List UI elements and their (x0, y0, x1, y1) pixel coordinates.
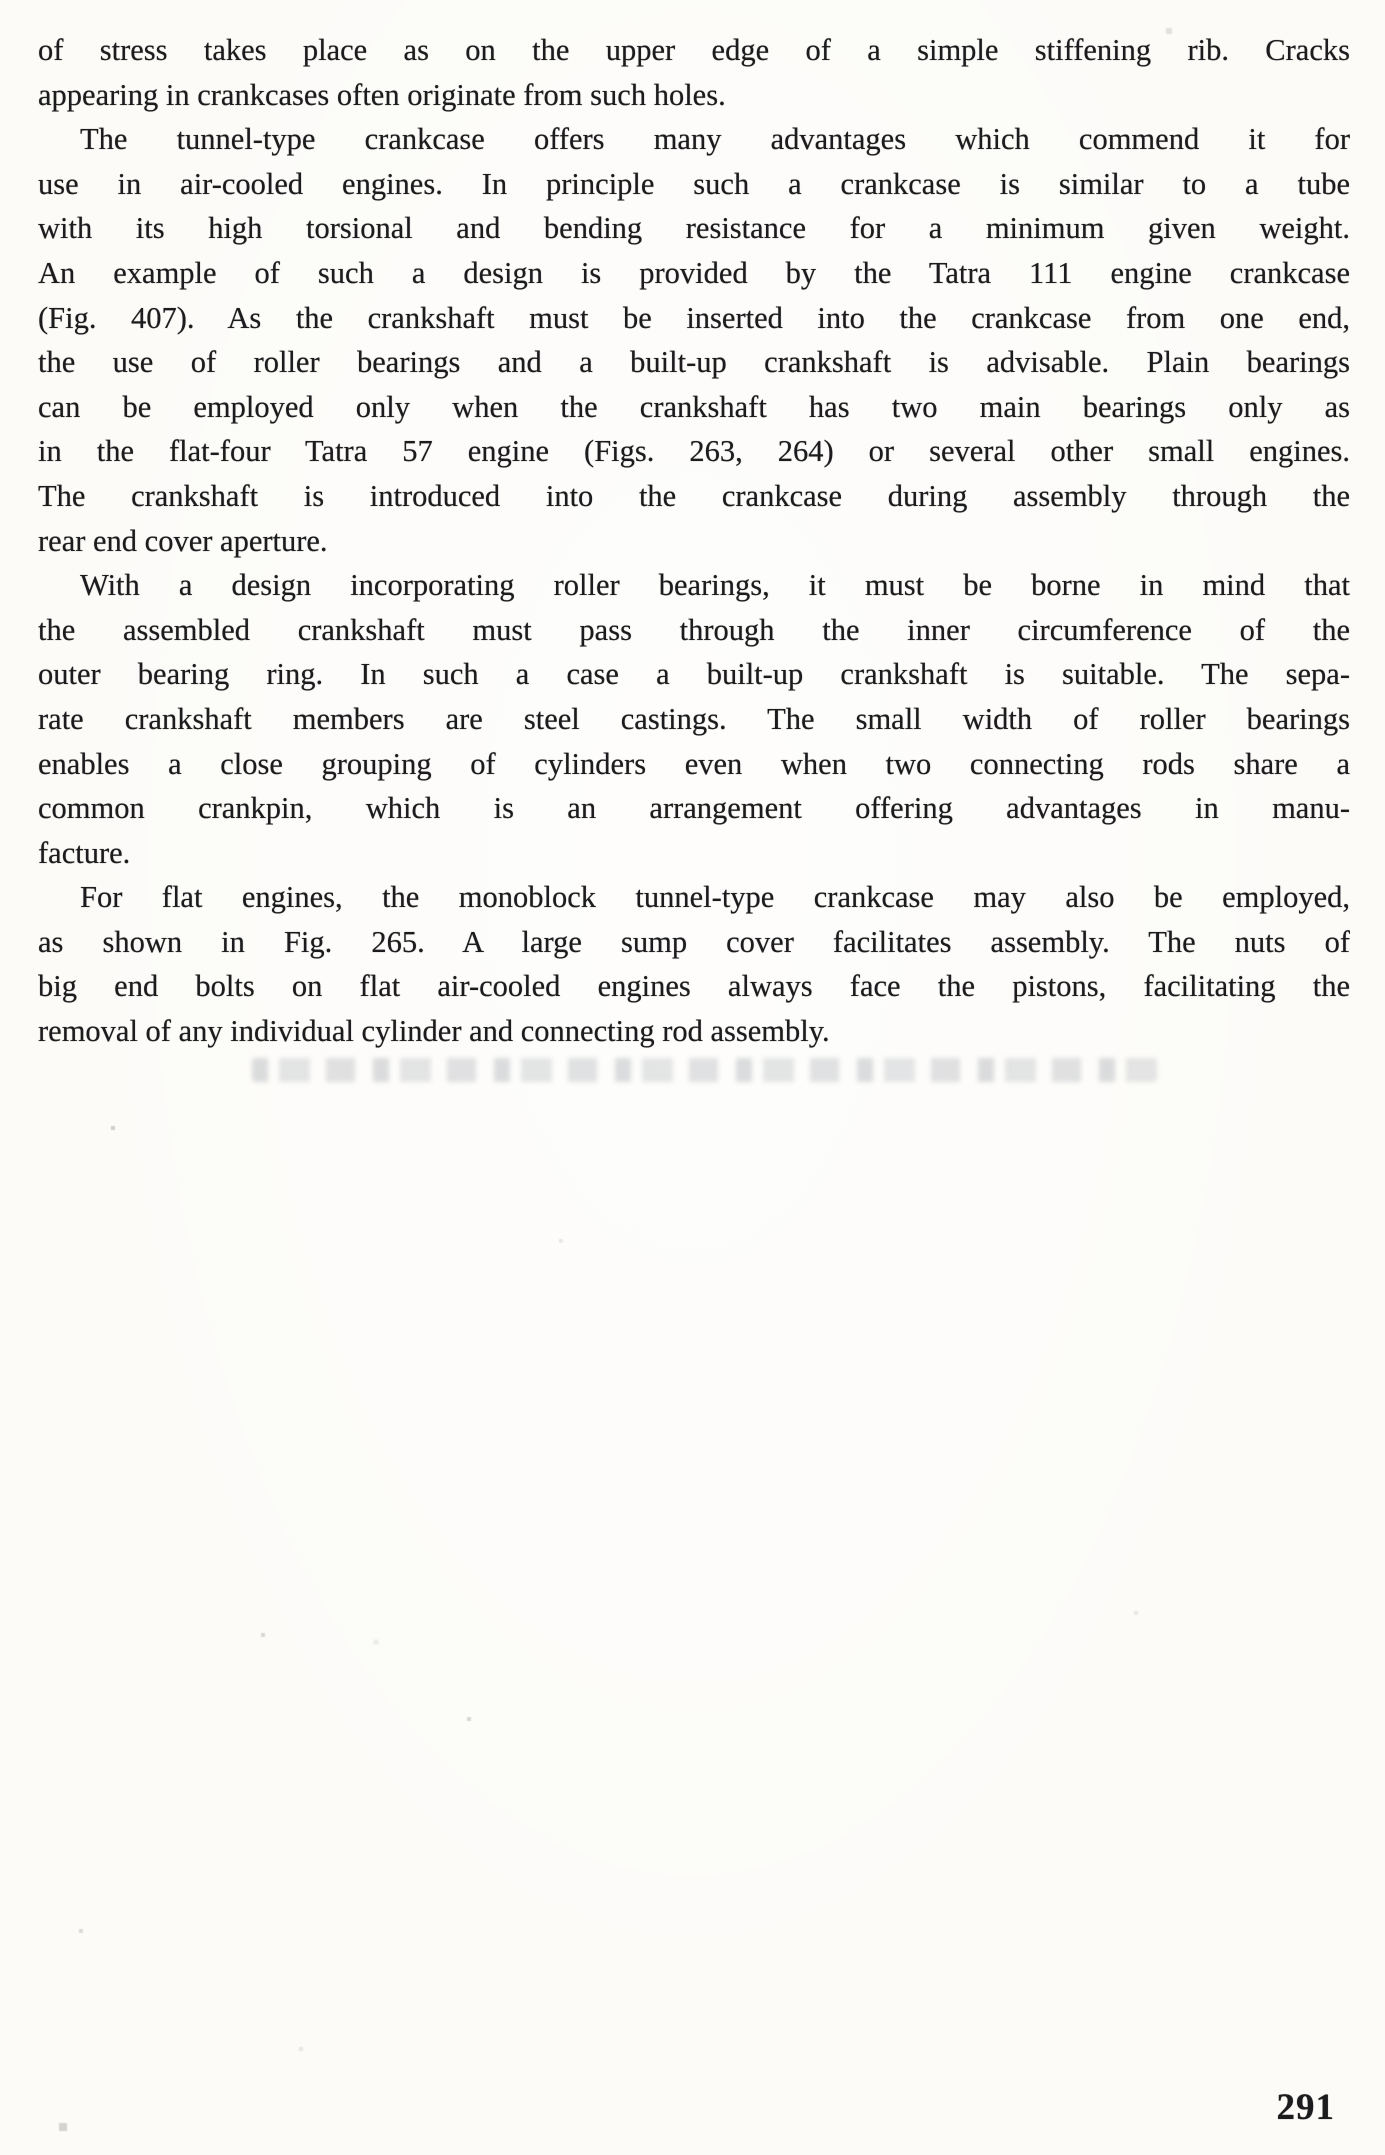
text-line: The crankshaft is introduced into the crankcase during assembly through the (38, 478, 1350, 513)
text-line: can be employed only when the crankshaft has two main bearings only as (38, 389, 1350, 424)
body-text-block (38, 28, 1350, 1054)
text-line: With a design incorporating roller bearings, it must be borne in mind that (80, 568, 1350, 603)
text-line: The tunnel-type crankcase offers many advantages which commend it for (80, 122, 1350, 157)
text-line: as shown in Fig. 265. A large sump cover facilitates assembly. The nuts of (38, 924, 1350, 959)
text-line: the assembled crankshaft must pass through the inner circumference of the (38, 612, 1350, 647)
text-line: An example of such a design is provided by the Tatra 111 engine crankcase (38, 255, 1350, 290)
ink-bleed-through-artifact (252, 1058, 1157, 1082)
text-line: enables a close grouping of cylinders even when two connecting rods share a (38, 746, 1350, 781)
text-line: common crankpin, which is an arrangement offering advantages in manu- (38, 791, 1350, 826)
text-line: removal of any individual cylinder and connecting rod assembly. (38, 1014, 830, 1049)
text-line: the use of roller bearings and a built-up crankshaft is advisable. Plain bearings (38, 345, 1350, 380)
text-line: (Fig. 407). As the crankshaft must be inserted into the crankcase from one end, (38, 300, 1350, 335)
text-line: outer bearing ring. In such a case a built-up crankshaft is suitable. The sepa- (38, 657, 1350, 692)
text-line: with its high torsional and bending resistance for a minimum given weight. (38, 211, 1350, 246)
text-line: in the flat-four Tatra 57 engine (Figs. 263, 264) or several other small engines. (38, 434, 1350, 469)
text-line: rate crankshaft members are steel castings. The small width of roller bearings (38, 701, 1350, 736)
text-line: big end bolts on flat air-cooled engines always face the pistons, facilitating the (38, 969, 1350, 1004)
text-line: appearing in crankcases often originate from such holes. (38, 77, 726, 112)
text-line: use in air-cooled engines. In principle such a crankcase is similar to a tube (38, 166, 1350, 201)
text-line: of stress takes place as on the upper edge of a simple stiffening rib. Cracks (38, 33, 1350, 67)
page-number: 291 (1276, 2087, 1335, 2128)
paper-speck-artifacts (0, 0, 2, 2)
text-line: facture. (38, 835, 131, 870)
text-line: rear end cover aperture. (38, 523, 328, 558)
text-line: For flat engines, the monoblock tunnel-type crankcase may also be employed, (80, 880, 1350, 915)
